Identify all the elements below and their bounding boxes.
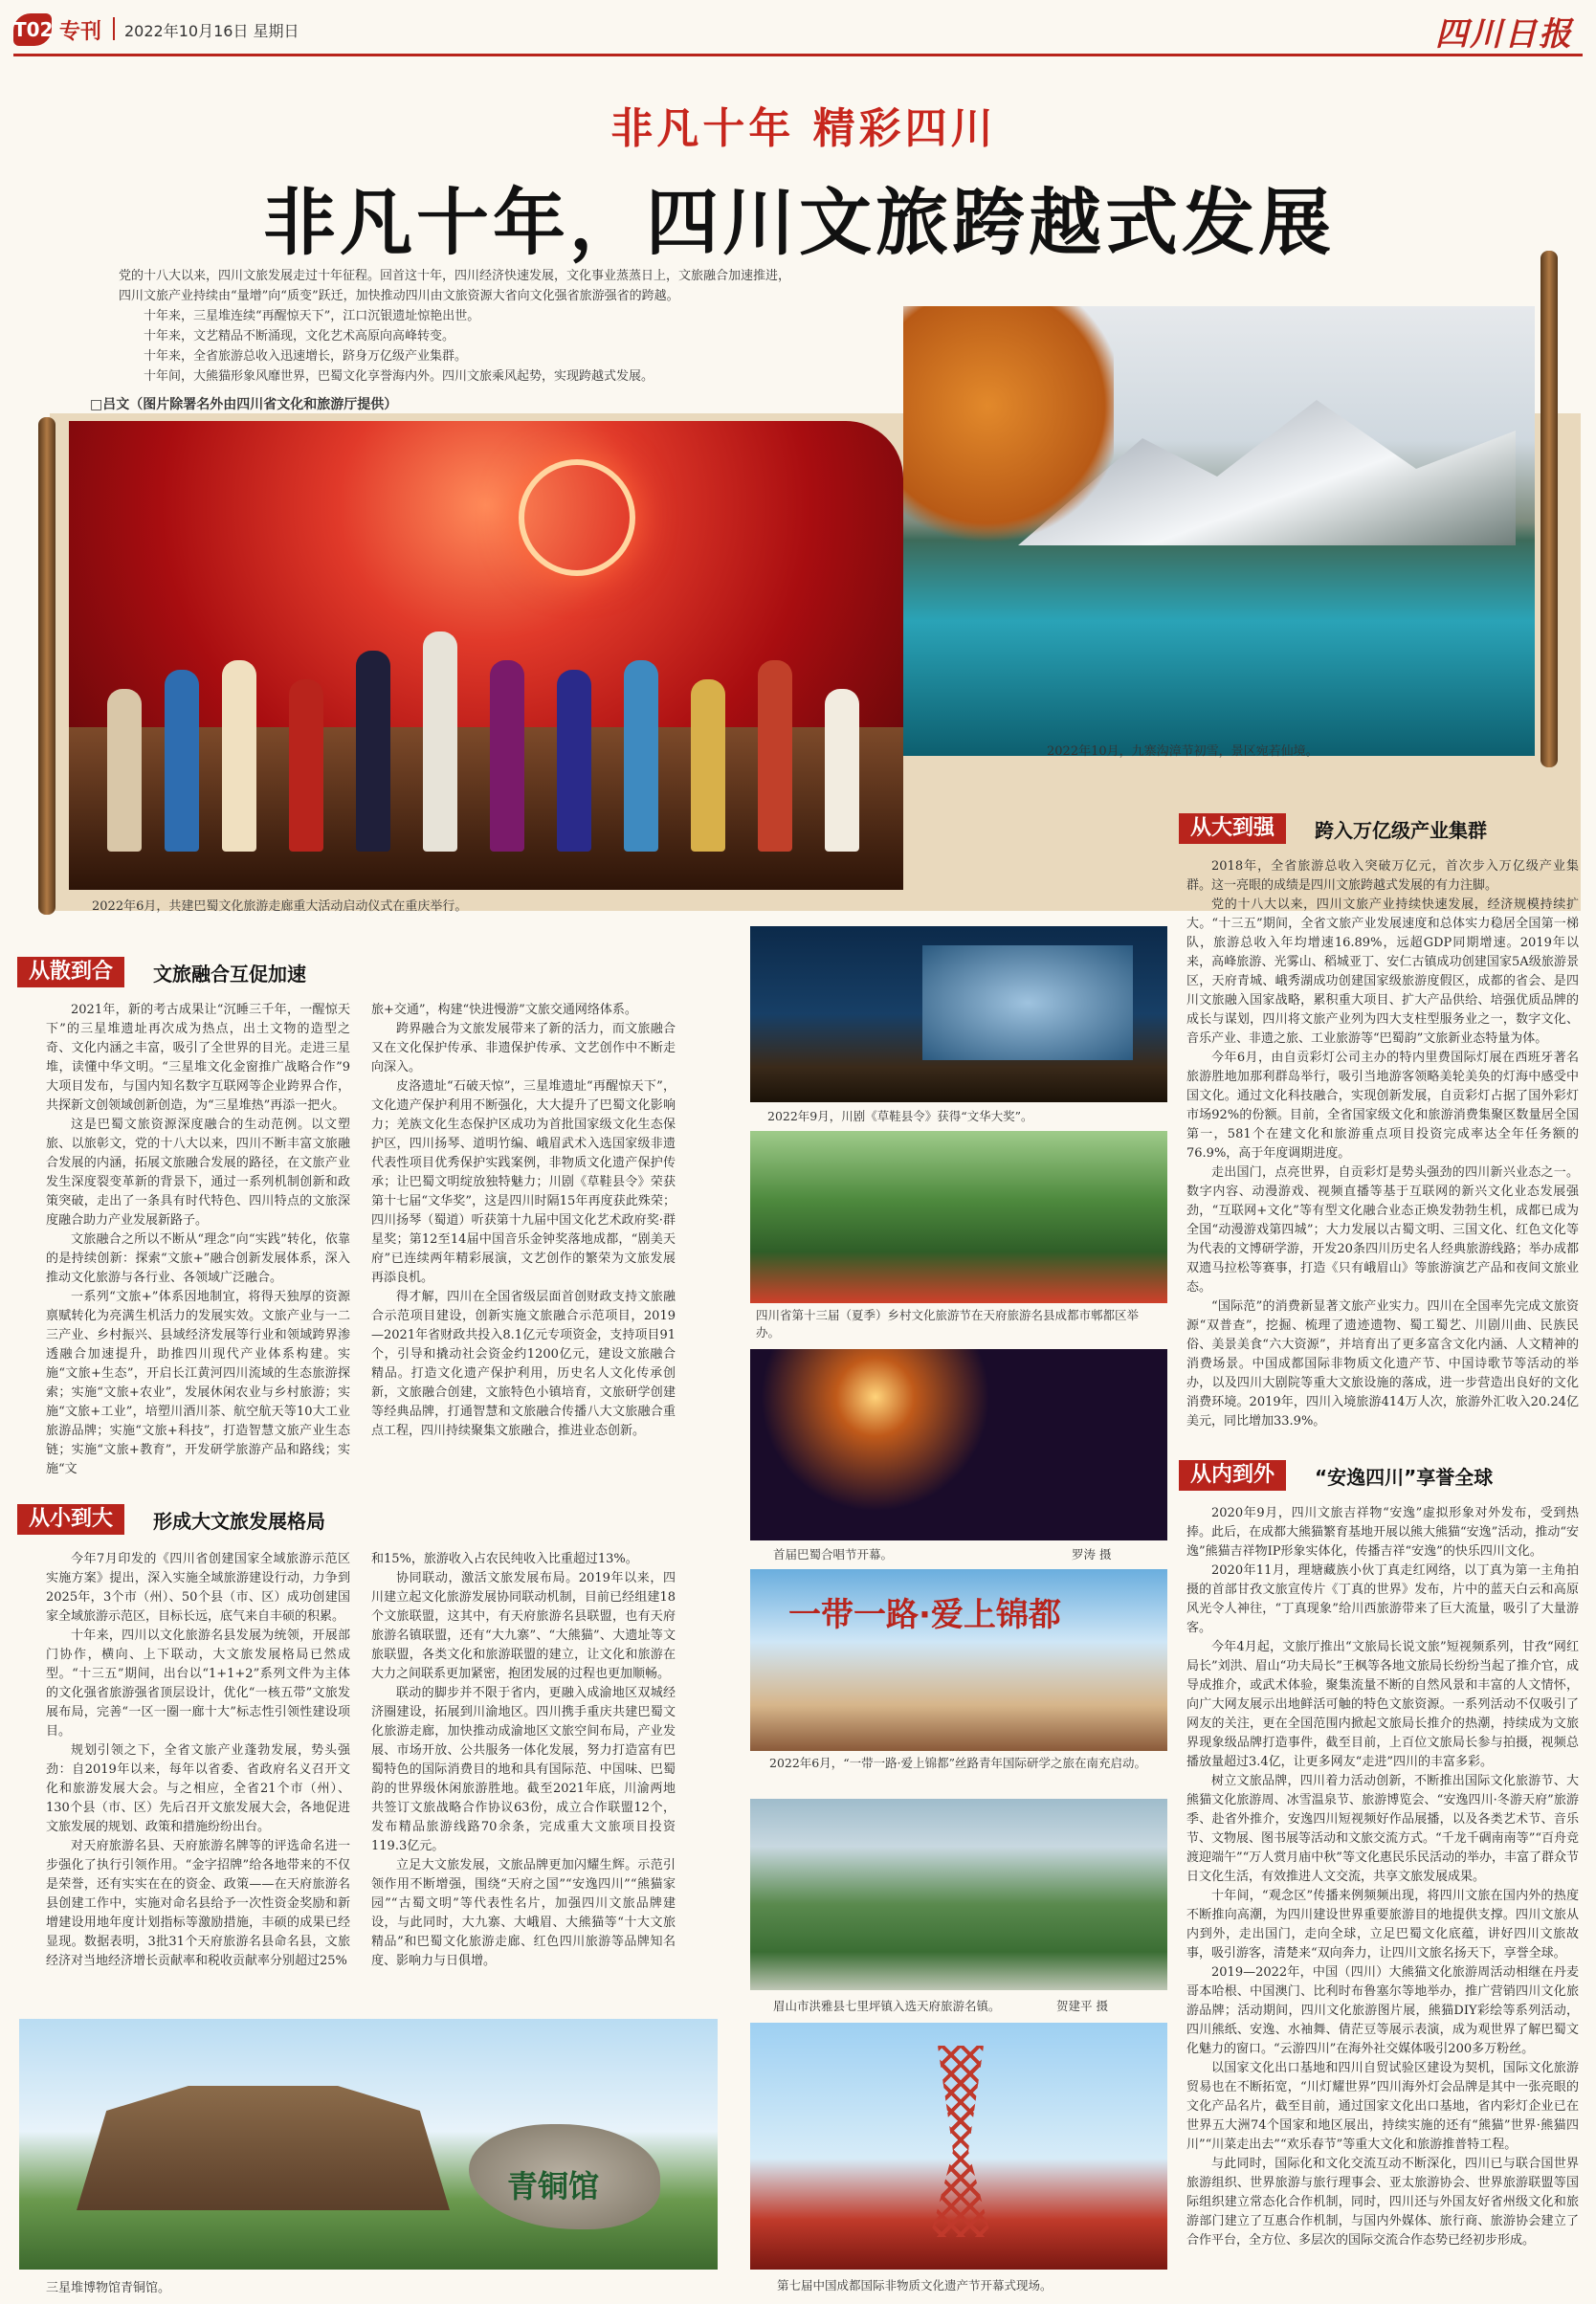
issue-date: 2022年10月16日 星期日 <box>124 22 299 40</box>
paragraph: 与此同时，国际化和文化交流互动不断深化，四川已与联合国世界旅游组织、世界旅游与旅行理事会、亚太旅游协会、世界旅游联盟等国际组织建立常态化合作机制，同时，四川还与外国友好省州级文化和旅游部门建立了互惠合作机制，与国内外媒体、旅行商、旅游协会建立了合作平台，全方位、多层次的国际交流合作态势已经初步形成。 <box>1186 2157 1579 2248</box>
village-festival-caption: 四川省第十三届（夏季）乡村文化旅游节在天府旅游名县成都市郫都区举办。 <box>756 1308 1140 1340</box>
section-title: 形成大文旅发展格局 <box>153 1510 325 1533</box>
header-divider <box>113 17 115 40</box>
engraved-stone <box>469 2124 660 2229</box>
scroll-rod-left <box>38 417 55 915</box>
paragraph: 2020年11月，理塘藏族小伙丁真走红网络，以丁真为第一主角拍摄的首部甘孜文旅宣传片《丁真的世界》发布，片中的蓝天白云和高原风光令人神往，“丁真现象”给川西旅游带来了巨大流量，吸引了大量游客。 <box>1186 1563 1579 1635</box>
section-3-text <box>1186 857 1579 1451</box>
performer <box>758 660 792 852</box>
lattice-tower <box>922 2046 999 2237</box>
paragraph: 联动的脚步并不限于省内，更融入成渝地区双城经济圈建设，拓展到川渝地区。四川携手重庆共建巴蜀文化旅游走廊，加快推动成渝地区文旅空间布局，产业发展、市场开放、公共服务一体化发展，努力打造富有巴蜀特色的国际消费目的地和具有国际范、中国味、巴蜀韵的世界级休闲旅游胜地。截至2021年底，川渝两地共签订文旅战略合作协议63份，成立合作联盟12个，发布精品旅游线路70余条，完成重大文旅项目投资119.3亿元。 <box>371 1686 676 1853</box>
intro-text <box>119 266 903 387</box>
opera-caption: 2022年6月，共建巴蜀文化旅游走廊重大活动启动仪式在重庆举行。 <box>92 899 468 914</box>
intro-line: 十年来，文艺精品不断涌现，文化艺术高原向高峰转变。 <box>144 329 455 343</box>
paragraph: 和15%，旅游收入占农民纯收入比重超过13%。 <box>371 1552 638 1566</box>
paragraph: 今年4月起，文旅厅推出“文旅局长说文旅”短视频系列，甘孜“网红局长”刘洪、眉山“功夫局长”王枫等各地文旅局长纷纷当起了推介官，成导成推介，或武术体验，聚集流量不断的自然风景和丰富的人文情怀，向广大网友展示出地鲜活可触的特色文旅资源。一系列活动不仅吸引了网友的关注，更在全国范围内掀起文旅局长推介的热潮，持续成为文旅界现象级品牌打造事件，截至目前，上百位文旅局长参与拍摄，视频总播放量超过3.4亿，让更多网友“走进”四川的丰富多彩。 <box>1186 1640 1579 1769</box>
paragraph: 2019—2022年，中国（四川）大熊猫文化旅游周活动相继在丹麦哥本哈根、中国澳门、比利时布鲁塞尔等地举办，推广营销四川文化旅游品牌；活动期间，四川文化旅游图片展，熊猫DIY彩绘等系列活动，四川熊纸、安逸、水袖舞、倩茫豆等展示表演，成为观世界了解巴蜀文化魅力的窗口。“云游四川”在海外社交媒体吸引200多万粉丝。 <box>1186 1965 1579 2056</box>
section-tag: 从小到大 <box>17 1504 124 1535</box>
performer <box>557 670 591 852</box>
performer <box>490 660 524 852</box>
performer <box>107 689 142 852</box>
heritage-festival-photo <box>750 2023 1167 2270</box>
intro-line: 党的十八大以来，四川文旅发展走过十年征程。回首这十年，四川经济快速发展，文化事业蒸蒸日上，文旅融合加速推进， <box>119 269 791 283</box>
paragraph: 党的十八大以来，四川文旅产业持续快速发展，经济规模持续扩大。“十三五”期间，全省文旅产业发展速度和总体实力稳居全国第一梯队，旅游总收入年均增速16.89%，远超GDP同期增速。2019年以来，高峰旅游、光雾山、稻城亚丁、安仁古镇成功创建国家5A级旅游景区，天府青城、峨秀湖成功创建国家级旅游度假区，成都的省会、是四川文旅融入国家战略，累积重大项目、扩大产品供给、培强优质品牌的成长与谋划，四川将文旅产业列为四大支柱型服务业之一，数字文化、音乐产业、非遗之旅、工业旅游等“巴蜀韵”文旅新业态特量为体。 <box>1186 897 1579 1046</box>
paragraph: 跨界融合为文旅发展带来了新的活力，而文旅融合又在文化保护传承、非遗保护传承、文艺创作中不断走向深入。 <box>371 1022 676 1074</box>
paragraph: 规划引领之下，全省文旅产业蓬勃发展，势头强劲：自2019年以来，每年以省委、省政府名义召开文化和旅游发展大会。与之相应，全省21个市（州）、130个县（市、区）先后召开文旅发展大会，各地促进文旅发展的规划、政策和措施纷纷出台。 <box>46 1743 350 1834</box>
performer <box>289 679 323 852</box>
opera-award-photo <box>750 926 1167 1102</box>
performer <box>423 631 457 852</box>
village-festival-photo <box>750 1131 1167 1303</box>
paragraph: 文旅融合之所以不断从“理念”向“实践”转化，依靠的是持续创新：探索“文旅+”融合创新发展体系，深入推动文化旅游与各行业、各领域广泛融合。 <box>46 1232 350 1285</box>
intro-line: 四川文旅产业持续由“量增”向“质变”跃迁，加快推动四川由文旅资源大省向文化强省旅游强省的跨越。 <box>119 289 679 303</box>
silk-road-youth-photo <box>750 1569 1167 1751</box>
section-tag: 从大到强 <box>1179 813 1286 844</box>
header-rule <box>13 54 1583 56</box>
scroll-rod-right <box>1541 251 1558 767</box>
performer <box>356 651 390 852</box>
intro-line: 十年间，大熊猫形象风靡世界，巴蜀文化享誉海内外。四川文旅乘风起势，实现跨越式发展。 <box>144 369 654 384</box>
page-title: 非凡十年，四川文旅跨越式发展 <box>263 180 1335 265</box>
intro-line: 十年来，三星堆连续“再醒惊天下”，江口沉银遗址惊艳出世。 <box>144 309 480 323</box>
choir-fireworks-credit: 罗涛 摄 <box>1072 1547 1112 1562</box>
paragraph: 走出国门，点亮世界，自贡彩灯是势头强劲的四川新兴业态之一。数字内容、动漫游戏、视频直播等基于互联网的新兴文化业态发展强劲，“互联网+文化”等有型文化融合业态正焕发勃勃生机，成都已成为全国“动漫游戏第四城”；大力发展以古蜀文明、三国文化、红色文化等为代表的文博研学游，开发20条四川历史名人经典旅游线路；举办成都双遗马拉松等赛事，打造《只有峨眉山》等旅游演艺产品和夜间文旅业态。 <box>1186 1165 1579 1295</box>
silk-road-caption: 2022年6月，“一带一路·爱上锦都”丝路青年国际研学之旅在南充启动。 <box>769 1756 1147 1770</box>
section-head-1 <box>17 957 457 987</box>
section-tag: 从内到外 <box>1179 1460 1286 1491</box>
paragraph: 十年来，四川以文化旅游名县发展为统领，开展部门协作，横向、上下联动，大文旅发展格局已然成型。“十三五”期间，出台以“1+1+2”系列文件为主体的文化强省旅游强省顶层设计，优化“一核五带”文旅发展布局，完善“一区一圈一廊十大”标志性引领性建设项目。 <box>46 1628 350 1739</box>
heritage-festival-caption: 第七届中国成都国际非物质文化遗产节开幕式现场。 <box>777 2278 1053 2293</box>
paragraph: “国际范”的消费新显著文旅产业实力。四川在全国率先完成文旅资源“双普查”，挖掘、梳理了遗迹遗物、蜀工蜀艺、川剧川曲、民族民俗、美景美食“六大资源”，并培育出了更多富含文化内涵、人文精神的消费场景。中国成都国际非物质文化遗产节、中国诗歌节等活动的举办，以及四川大剧院等重大文旅设施的落成，进一步营造出良好的文化消费环境。2019年，四川入境旅游414万人次，旅游外汇收入20.24亿美元，同比增加33.9%。 <box>1186 1299 1579 1429</box>
paragraph: 旅+交通”，构建“快进慢游”文旅交通网络体系。 <box>371 1003 637 1017</box>
silk-road-banner: 一带一路·爱上锦都 <box>788 1596 1061 1634</box>
section-head-2 <box>17 1504 457 1535</box>
section-title: 跨入万亿级产业集群 <box>1315 819 1487 842</box>
paragraph: 十年间，“观念区”传播来例频频出现，将四川文旅在国内外的热度不断推向高潮，为四川建设世界重要旅游目的地提供支撑。四川文旅从内到外，走出国门，走向全球，立足巴蜀文化底蕴，讲好四川文旅故事，吸引游客，清楚来“双向奔力，让四川文旅名扬天下，享誉全球。 <box>1186 1889 1579 1961</box>
sanxingdui-caption: 三星堆博物馆青铜馆。 <box>46 2281 171 2295</box>
paragraph: 今年7月印发的《四川省创建国家全域旅游示范区实施方案》提出，深入实施全域旅游建设行动，力争到2025年，3个市（州）、50个县（市、区）成功创建国家全域旅游示范区，目标长远，底气来自丰硕的积累。 <box>46 1552 350 1624</box>
jiuzhaigou-lake-photo <box>903 306 1535 756</box>
paragraph: 树立文旅品牌，四川着力活动创新，不断推出国际文化旅游节、大熊猫文化旅游周、冰雪温泉节、旅游博览会、“安逸四川·冬游天府”旅游季、赴省外推介，安逸四川短视频好作品展播，以及各类艺术节、音乐节、文物展、图书展等活动和文旅交流方式。“千龙千碉南南等”“百舟竞渡迎端午”“万人赏月庙中秋”等文化惠民乐民活动的举办，丰富了群众节日文化生活，有效推进人文交流，共享文旅发展成果。 <box>1186 1774 1579 1884</box>
section-2-col-1 <box>46 1550 350 2009</box>
column-name: 专刊 <box>59 20 102 44</box>
performer <box>222 660 256 852</box>
section-head-3 <box>1179 813 1581 844</box>
opera-award-caption: 2022年9月，川剧《草鞋县令》获得“文华大奖”。 <box>767 1109 1033 1123</box>
byline: □吕文（图片除署名外由四川省文化和旅游厅提供） <box>90 397 398 412</box>
paragraph: 对天府旅游名县、天府旅游名牌等的评选命名进一步强化了执行引领作用。“金字招牌”给各地带来的不仅是荣誉，还有实实在在的资金、政策——在天府旅游名县创建工作中，实施对命名县给予一次性资金奖励和新增建设用地年度计划指标等激励措施，丰硕的成果已经显现。数据表明，3批31个天府旅游名县命名县，文旅经济对当地经济增长贡献率和税收贡献率分别超过25% <box>46 1839 350 1968</box>
plum-emblem <box>519 459 635 576</box>
choir-fireworks-photo <box>750 1349 1167 1540</box>
paragraph: 2020年9月，四川文旅吉祥物“安逸”虚拟形象对外发布，受到热捧。此后，在成都大熊猫繁育基地开展以熊大熊猫“安逸”活动，推动“安逸”熊猫吉祥物IP形象实体化，传播吉祥“安逸”的快乐四川文化。 <box>1186 1506 1579 1559</box>
page-number-badge: T02 <box>13 13 52 46</box>
section-head-4 <box>1179 1460 1581 1491</box>
choir-fireworks-caption: 首届巴蜀合唱节开幕。 <box>773 1547 894 1562</box>
section-1-col-2 <box>371 1001 676 1498</box>
stage-backdrop <box>922 945 1133 1060</box>
paragraph: 今年6月，由自贡彩灯公司主办的特内里费国际灯展在西班牙著名旅游胜地加那利群岛举行，吸引当地游客领略美轮美奂的灯海中感受中国文化。通过文化科技融合，实现创新发展，自贡彩灯占据了国外彩灯市场92%的份额。目前，全省国家级文化和旅游消费集聚区数量居全国第一，581个在建文化和旅游重点项目投资完成率达全年任务额的76.9%，高于年度调期进度。 <box>1186 1051 1579 1161</box>
opera-stage-photo <box>69 421 903 890</box>
newspaper-logo: 四川日报 <box>1435 15 1573 54</box>
paragraph: 皮洛遗址“石破天惊”，三星堆遗址“再醒惊天下”，文化遗产保护利用不断强化，大大提升了巴蜀文化影响力；羌族文化生态保护区成功为首批国家级文化生态保护区，四川扬琴、道明竹编、峨眉武术入选国家级非遗代表性项目优秀保护实践案例，非物质文化遗产保护传承；让巴蜀文明绽放独特魅力；川剧《草鞋县令》荣获第十七届“文华奖”，这是四川时隔15年再度获此殊荣；四川扬琴（蜀道）听获第十九届中国文化艺术政府奖·群星奖；第12至14届中国音乐金钟奖落地成都，“剧美天府”已连续两年精彩展演，文艺创作的繁荣为文旅发展再添良机。 <box>371 1079 676 1285</box>
paragraph: 协同联动，激活文旅发展布局。2019年以来，四川建立起文化旅游发展协同联动机制，目前已经组建18个文旅联盟，这其中，有天府旅游名县联盟，也有天府旅游名镇联盟，还有“大九寨”、“大熊猫”、大遗址等文旅联盟，各类文化和旅游联盟的建立，让文化和旅游在大力之间联系更加紧密，抱团发展的过程也更加顺畅。 <box>371 1571 676 1681</box>
section-2-col-2 <box>371 1550 676 2009</box>
autumn-tree <box>903 306 1114 555</box>
meishan-town-photo <box>750 1799 1167 1990</box>
paragraph: 得才解，四川在全国省级层面首创财政支持文旅融合示范项目建设，创新实施文旅融合示范项目，2019—2021年省财政共投入8.1亿元专项资金，支持项目91个，引导和撬动社会资金约1200亿元，建设文旅融合精品。打造文化遗产保护利用，历史名人文化传承创新，文旅融合创建，文旅特色小镇培育，文旅研学创建等经典品牌，打通智慧和文旅融合传播八大文旅融合重点工程，四川持续聚集文旅融合，推进业态创新。 <box>371 1290 676 1438</box>
performer <box>691 679 725 852</box>
stone-inscription: 青铜馆 <box>507 2168 600 2204</box>
paragraph: 一系列“文旅+”体系因地制宜，将得天独厚的资源禀赋转化为亮满生机活力的发展实效。文旅产业与一二三产业、乡村振兴、县域经济发展等行业和领域跨界渗透融合加速提升，助推四川现代产业体系构建。实施“文旅+生态”，开启长江黄河四川流域的生态旅游探索；实施“文旅+农业”，发展休闲农业与乡村旅游；实施“文旅+工业”，培塑川酒川茶、航空航天等10大工业旅游品牌；实施“文旅+科技”，打造智慧文旅产业生态链；实施“文旅+教育”，开发研学旅游产品和路线；实施“文 <box>46 1290 350 1476</box>
meishan-credit: 贺建平 摄 <box>1056 1999 1108 2013</box>
section-title: 文旅融合互促加速 <box>153 963 306 986</box>
museum-building <box>77 2086 450 2210</box>
section-tag: 从散到合 <box>17 957 124 987</box>
sanxingdui-museum-photo <box>19 2019 718 2270</box>
paragraph: 这是巴蜀文旅资源深度融合的生动范例。以文塑旅、以旅彰文，党的十八大以来，四川不断丰富文旅融合发展的内涵，拓展文旅融合发展的路径，在文旅产业发生深度裂变革新的背景下，通过一系列机制创新和政策突破，走出了一条具有时代特色、四川特点的文旅深度融合助力产业发展新路子。 <box>46 1118 350 1228</box>
lake-caption: 2022年10月，九寨沟漳节初雪，景区宛若仙境。 <box>1047 744 1319 759</box>
intro-line: 十年来，全省旅游总收入迅速增长，跻身万亿级产业集群。 <box>144 349 468 364</box>
kicker-title: 非凡十年 精彩四川 <box>610 104 997 153</box>
section-title: “安逸四川”享誉全球 <box>1315 1466 1494 1489</box>
paragraph: 以国家文化出口基地和四川自贸试验区建设为契机，国际文化旅游贸易也在不断拓宽，“川灯耀世界”四川海外灯会品牌是其中一张亮眼的文化产品名片，截至目前，通过国家文化出口基地，省内彩灯企业已在世界五大洲74个国家和地区展出，持续实施的还有“熊猫”世界·熊猫四川”“川菜走出去”“欢乐春节”等重大文化和旅游推普特工程。 <box>1186 2061 1579 2152</box>
meishan-caption: 眉山市洪雅县七里坪镇入选天府旅游名镇。 <box>773 1999 1001 2013</box>
performer <box>165 670 199 852</box>
section-4-text <box>1186 1504 1579 2291</box>
performer <box>624 660 658 852</box>
section-1-col-1 <box>46 1001 350 1498</box>
paragraph: 2018年，全省旅游总收入突破万亿元，首次步入万亿级产业集群。这一亮眼的成绩是四川文旅跨越式发展的有力注脚。 <box>1186 859 1579 893</box>
paragraph: 2021年，新的考古成果让“沉睡三千年，一醒惊天下”的三星堆遗址再次成为热点，出土文物的造型之奇、文化内涵之丰富，吸引了全世界的目光。走进三星堆，读懂中华文明。“三星堆文化金窗推广战略合作”9大项目发布，与国内知名数字互联网等企业跨界合作，共探新文创领域创新创造，为“三星堆热”再添一把火。 <box>46 1003 350 1113</box>
performer <box>825 689 859 852</box>
paragraph: 立足大文旅发展，文旅品牌更加闪耀生辉。示范引领作用不断增强，围绕“天府之国”“安逸四川”“熊猫家园”“古蜀文明”等代表性名片，加强四川文旅品牌建设，与此同时，大九寨、大峨眉、大熊猫等“十大文旅精品”和巴蜀文化旅游走廊、红色四川旅游等品牌知名度、影响力与日俱增。 <box>371 1858 676 1968</box>
